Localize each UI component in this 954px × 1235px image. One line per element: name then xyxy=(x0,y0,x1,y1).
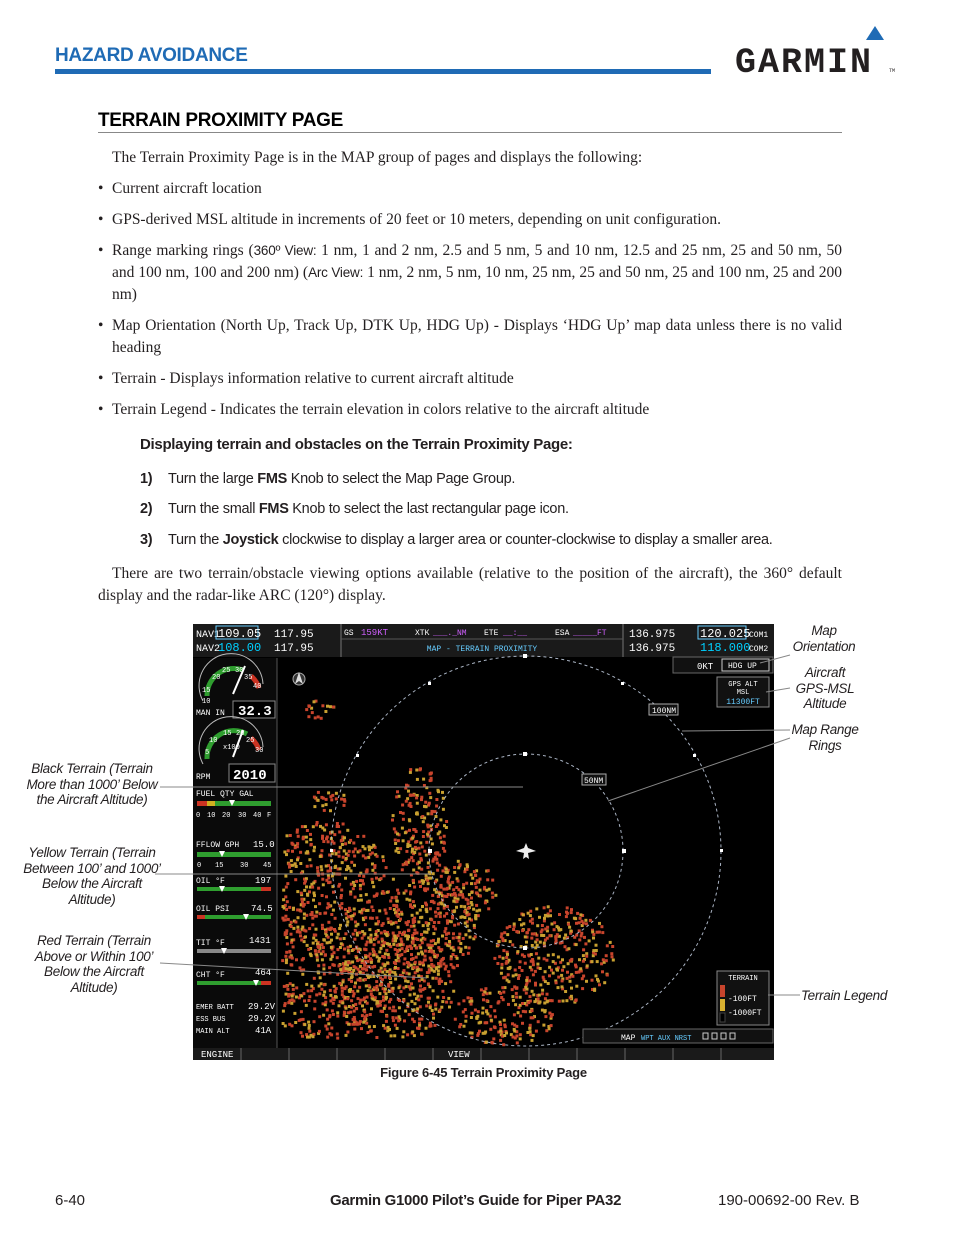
section-header: HAZARD AVOIDANCE xyxy=(55,45,248,66)
svg-text:10: 10 xyxy=(202,698,211,706)
svg-text:15.0: 15.0 xyxy=(253,840,275,850)
svg-text:ESS BUS: ESS BUS xyxy=(196,1016,226,1024)
callout-yellow-terrain: Yellow Terrain (Terrain Between 100’ and 1000’ Below the Aircraft Altitude) xyxy=(23,845,161,907)
svg-text:197: 197 xyxy=(255,876,272,886)
svg-text:CHT °F: CHT °F xyxy=(196,971,225,980)
svg-text:_____FT: _____FT xyxy=(573,629,607,638)
svg-text:100NM: 100NM xyxy=(652,707,677,716)
bullet-item: • Terrain - Displays information relative to current aircraft altitude xyxy=(98,370,514,387)
svg-text:15: 15 xyxy=(215,862,224,870)
bullet-item: • Map Orientation (North Up, Track Up, DTK Up, HDG Up) - Displays ‘HDG Up’ map data unless there is no valid heading xyxy=(98,317,842,356)
svg-text:2010: 2010 xyxy=(233,768,267,784)
svg-text:40: 40 xyxy=(253,683,262,691)
svg-text:11300FT: 11300FT xyxy=(726,698,760,707)
procedure-heading: Displaying terrain and obstacles on the Terrain Proximity Page: xyxy=(140,436,573,453)
svg-text:OIL °F: OIL °F xyxy=(196,877,225,886)
svg-text:1431: 1431 xyxy=(249,936,271,946)
figure-caption: Figure 6-45 Terrain Proximity Page xyxy=(380,1065,587,1080)
svg-text:29.2V: 29.2V xyxy=(248,1002,276,1012)
svg-text:20: 20 xyxy=(212,674,221,682)
section-title: TERRAIN PROXIMITY PAGE xyxy=(98,110,344,131)
svg-text:20: 20 xyxy=(236,730,245,738)
svg-text:15: 15 xyxy=(223,730,232,738)
svg-text:118.000: 118.000 xyxy=(700,641,751,655)
callout-map-orientation: Map Orientation xyxy=(792,623,856,654)
svg-text:WPT AUX NRST: WPT AUX NRST xyxy=(641,1035,692,1043)
svg-text:20: 20 xyxy=(222,812,231,820)
svg-text:74.5: 74.5 xyxy=(251,904,273,914)
svg-text:41A: 41A xyxy=(255,1026,272,1036)
svg-text:45: 45 xyxy=(263,862,272,870)
svg-text:0KT: 0KT xyxy=(697,662,714,672)
svg-text:29.2V: 29.2V xyxy=(248,1014,276,1024)
svg-text:TIT °F: TIT °F xyxy=(196,939,225,948)
callout-map-range-rings: Map Range Rings xyxy=(791,722,859,753)
svg-text:___._NM: ___._NM xyxy=(433,629,467,638)
svg-text:__:__: __:__ xyxy=(503,629,528,638)
procedure-step: 2) Turn the small FMS Knob to select the last rectangular page icon. xyxy=(140,501,569,517)
svg-text:10: 10 xyxy=(209,737,218,745)
svg-text:15: 15 xyxy=(202,687,211,695)
svg-text:-1000FT: -1000FT xyxy=(728,1009,762,1018)
svg-text:32.3: 32.3 xyxy=(238,704,272,720)
svg-text:120.025: 120.025 xyxy=(700,627,751,641)
svg-text:25: 25 xyxy=(246,737,255,745)
svg-text:136.975: 136.975 xyxy=(629,629,676,641)
svg-text:ESA: ESA xyxy=(555,629,570,638)
svg-text:NAV2: NAV2 xyxy=(196,644,221,655)
bullet-item: • Range marking rings (360º View: 1 nm, 1 and 2 nm, 2.5 and 5 nm, 5 and 10 nm, 12.5 and 25 nm, 25 and 50 nm, 50 and 100 nm, 100 and 200 nm) (Arc View: 1 nm, 2 nm, 5 nm, 10 nm, 25 nm, 25 and 50 nm, 25 and 100 nm, 25 and 200 nm) xyxy=(98,242,842,303)
svg-text:30: 30 xyxy=(255,747,264,755)
svg-text:25: 25 xyxy=(222,667,231,675)
intro-paragraph: The Terrain Proximity Page is in the MAP group of pages and displays the following: xyxy=(112,149,643,166)
callout-aircraft-altitude: Aircraft GPS-MSL Altitude xyxy=(795,665,855,711)
svg-text:TERRAIN: TERRAIN xyxy=(728,975,758,983)
svg-text:159KT: 159KT xyxy=(361,628,389,638)
svg-text:MAIN ALT: MAIN ALT xyxy=(196,1028,230,1036)
bullet-item: • GPS-derived MSL altitude in increments of 20 feet or 10 meters, depending on unit configuration. xyxy=(98,211,721,228)
svg-text:EMER BATT: EMER BATT xyxy=(196,1004,234,1012)
svg-text:117.95: 117.95 xyxy=(274,643,314,655)
closing-paragraph: There are two terrain/obstacle viewing options available (relative to the position of the aircraft), the 360° default display and the radar-like ARC (120°) display. xyxy=(98,565,842,604)
softkey-engine[interactable]: ENGINE xyxy=(201,1050,234,1060)
svg-text:OIL PSI: OIL PSI xyxy=(196,905,230,914)
svg-text:117.95: 117.95 xyxy=(274,629,314,641)
svg-text:MAP: MAP xyxy=(621,1034,636,1043)
callout-black-terrain: Black Terrain (Terrain More than 1000’ Below the Aircraft Altitude) xyxy=(26,761,158,807)
svg-text:30: 30 xyxy=(238,812,247,820)
svg-text:-100FT: -100FT xyxy=(728,995,757,1004)
callout-terrain-legend: Terrain Legend xyxy=(800,988,888,1003)
svg-text:30: 30 xyxy=(240,862,249,870)
svg-text:109.05: 109.05 xyxy=(218,627,262,641)
svg-text:0: 0 xyxy=(196,812,201,820)
footer-page-number: 6-40 xyxy=(55,1192,86,1209)
svg-text:HDG UP: HDG UP xyxy=(728,662,757,671)
svg-text:10: 10 xyxy=(207,812,216,820)
svg-text:40: 40 xyxy=(253,812,262,820)
svg-text:136.975: 136.975 xyxy=(629,643,676,655)
bullet-item: • Terrain Legend - Indicates the terrain elevation in colors relative to the aircraft altitude xyxy=(98,401,650,418)
svg-text:GPS ALT: GPS ALT xyxy=(728,681,758,689)
svg-text:x100: x100 xyxy=(223,744,240,752)
svg-text:MSL: MSL xyxy=(736,689,750,697)
softkey-view[interactable]: VIEW xyxy=(448,1050,470,1060)
footer-title: Garmin G1000 Pilot’s Guide for Piper PA32 xyxy=(330,1192,622,1209)
svg-text:COM2: COM2 xyxy=(749,645,769,654)
svg-text:ETE: ETE xyxy=(484,629,499,638)
svg-text:50NM: 50NM xyxy=(584,777,604,786)
svg-text:0: 0 xyxy=(197,862,202,870)
svg-text:GS: GS xyxy=(344,629,354,638)
svg-text:RPM: RPM xyxy=(196,773,211,782)
svg-text:MAP - TERRAIN PROXIMITY: MAP - TERRAIN PROXIMITY xyxy=(426,645,538,654)
svg-text:NAV1: NAV1 xyxy=(196,630,221,641)
svg-text:108.00: 108.00 xyxy=(218,641,262,655)
svg-text:XTK: XTK xyxy=(415,629,430,638)
svg-text:30: 30 xyxy=(235,667,244,675)
svg-text:GARMIN: GARMIN xyxy=(735,43,874,78)
procedure-step: 1) Turn the large FMS Knob to select the Map Page Group. xyxy=(140,471,516,487)
bullet-item: • Current aircraft location xyxy=(98,180,262,197)
callout-red-terrain: Red Terrain (Terrain Above or Within 100’ Below the Aircraft Altitude) xyxy=(34,933,154,995)
svg-text:F: F xyxy=(267,812,272,820)
svg-text:5: 5 xyxy=(205,749,210,757)
svg-text:TM: TM xyxy=(889,68,896,74)
svg-text:MAN IN: MAN IN xyxy=(196,709,225,718)
svg-text:464: 464 xyxy=(255,968,272,978)
footer-doc-number: 190-00692-00 Rev. B xyxy=(718,1192,860,1209)
svg-text:COM1: COM1 xyxy=(749,631,769,640)
svg-text:FUEL QTY GAL: FUEL QTY GAL xyxy=(196,790,254,799)
svg-text:35: 35 xyxy=(244,674,253,682)
procedure-step: 3) Turn the Joystick clockwise to display a larger area or counter-clockwise to display a smaller area. xyxy=(140,532,773,548)
svg-text:FFLOW GPH: FFLOW GPH xyxy=(196,841,240,850)
